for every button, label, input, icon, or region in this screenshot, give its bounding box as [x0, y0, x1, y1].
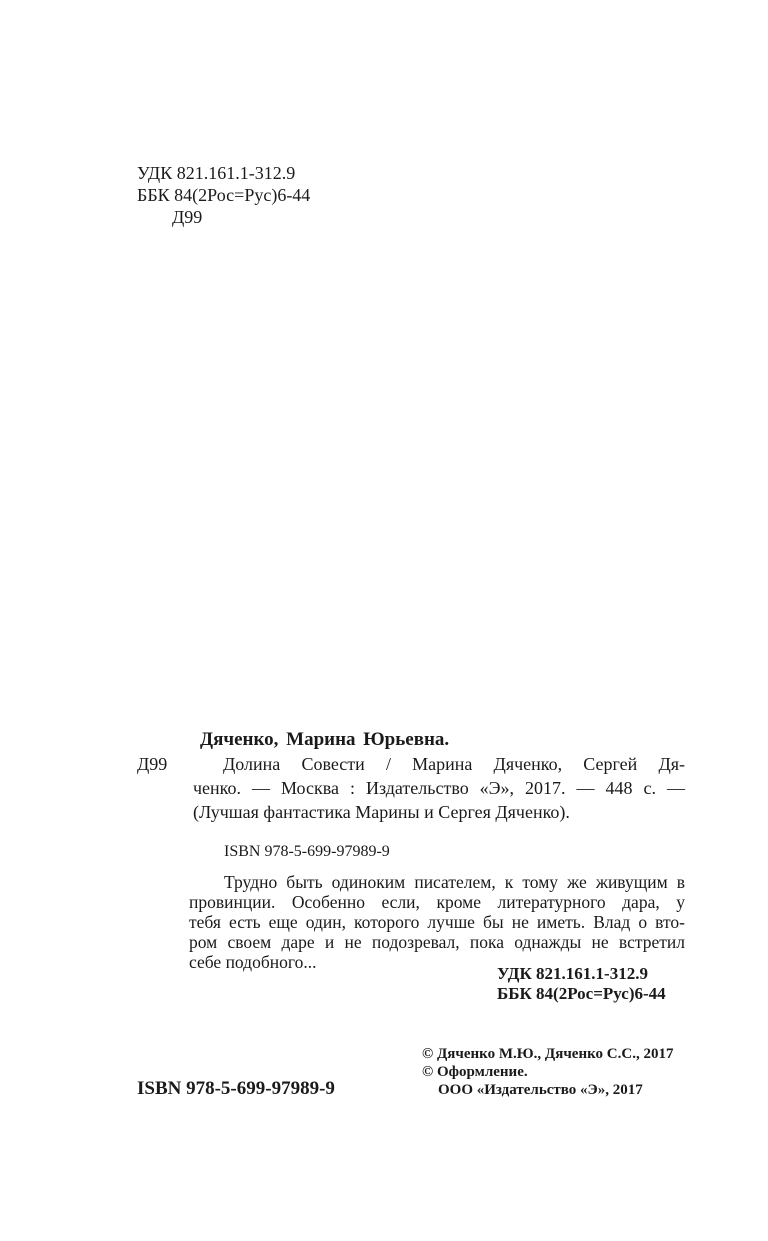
entry-line-3: (Лучшая фантастика Марины и Сергея Дяченко). [193, 802, 570, 822]
classification-bbk: ББК 84(2Рос=Рус)6-44 [497, 984, 666, 1003]
top-udk-code: УДК 821.161.1-312.9 [137, 163, 296, 183]
copyright-line-1: © Дяченко М.Ю., Дяченко С.С., 2017 [422, 1046, 674, 1062]
author-heading: Дяченко, Марина Юрьевна. [200, 729, 450, 750]
annotation-line-3: тебя есть еще один, которого лучше бы не иметь. Влад о вто- [189, 912, 685, 932]
entry-line-1 [193, 753, 685, 775]
classification-udk: УДК 821.161.1-312.9 [497, 964, 648, 983]
entry-line-1-text: Долина Совести / Марина Дяченко, Сергей Дя- [223, 754, 685, 774]
top-author-code: Д99 [172, 207, 203, 227]
annotation-line-4: ром своем даре и не подозревал, пока однажды не встретил [189, 932, 685, 952]
annotation-line-2: провинции. Особенно если, кроме литературного дара, у [189, 892, 685, 912]
copyright-line-3: ООО «Издательство «Э», 2017 [438, 1082, 643, 1098]
copyright-line-2: © Оформление. [422, 1064, 528, 1080]
entry-left-code: Д99 [137, 754, 168, 774]
annotation-line-1-text: Трудно быть одиноким писателем, к тому же живущим в [224, 872, 685, 892]
top-bbk-code: ББК 84(2Рос=Рус)6-44 [137, 185, 311, 205]
entry-isbn: ISBN 978-5-699-97989-9 [224, 843, 390, 860]
entry-line-2: ченко. — Москва : Издательство «Э», 2017. — 448 с. — [193, 778, 685, 798]
isbn-bottom: ISBN 978-5-699-97989-9 [137, 1078, 335, 1099]
annotation-line-1 [189, 872, 685, 892]
annotation-line-5: себе подобного... [189, 952, 317, 972]
